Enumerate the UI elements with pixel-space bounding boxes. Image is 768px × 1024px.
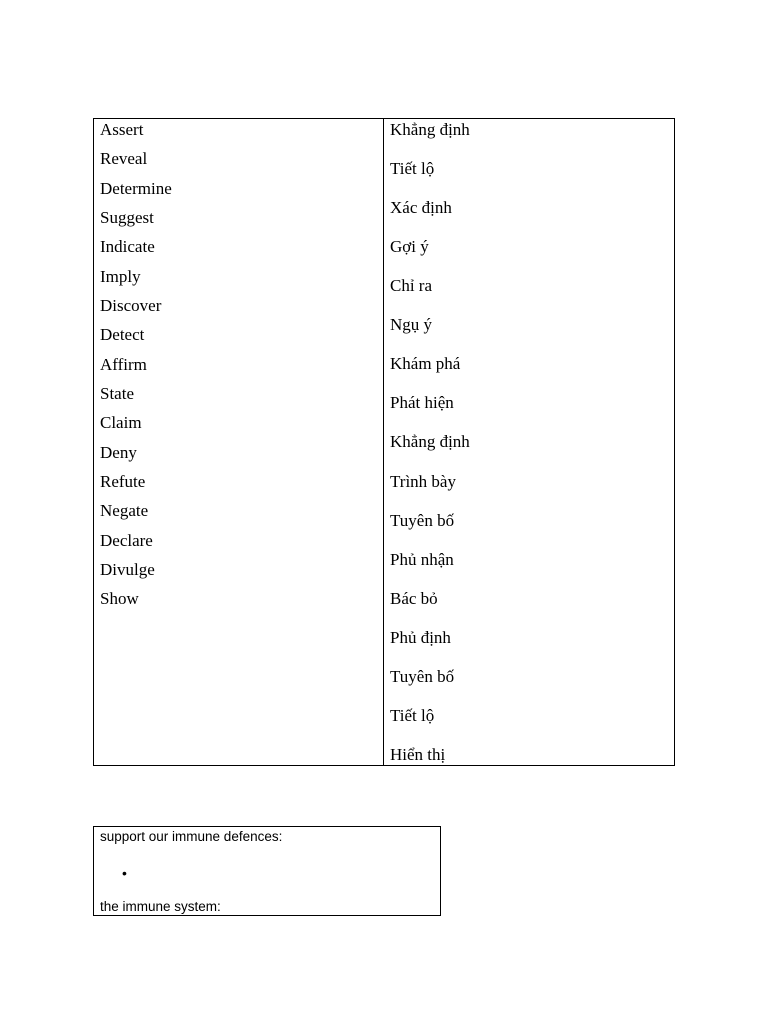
english-word: Negate xyxy=(100,501,149,520)
english-word: Show xyxy=(100,589,139,608)
english-word: Deny xyxy=(100,443,137,462)
vietnamese-word: Bác bỏ xyxy=(390,589,438,608)
vietnamese-word: Phát hiện xyxy=(390,393,454,412)
english-word: Divulge xyxy=(100,560,155,579)
vietnamese-word: Xác định xyxy=(390,198,452,217)
vietnamese-column xyxy=(384,119,674,765)
english-word: Indicate xyxy=(100,237,155,256)
vietnamese-word: Phủ định xyxy=(390,628,451,647)
vietnamese-word: Trình bày xyxy=(390,472,456,491)
vietnamese-word: Tiết lộ xyxy=(390,159,435,178)
vietnamese-word: Chỉ ra xyxy=(390,276,433,295)
english-word: Claim xyxy=(100,413,142,432)
vietnamese-word: Gợi ý xyxy=(390,237,429,256)
note-line: support our immune defences: xyxy=(100,829,283,844)
english-column xyxy=(94,119,384,765)
english-word: Assert xyxy=(100,120,144,139)
vocabulary-table xyxy=(93,118,675,766)
note-line: the immune system: xyxy=(100,899,221,914)
vietnamese-word: Tuyên bố xyxy=(390,667,455,686)
english-word: Refute xyxy=(100,472,146,491)
vietnamese-word: Tiết lộ xyxy=(390,706,435,725)
english-word: Affirm xyxy=(100,355,147,374)
english-word: Declare xyxy=(100,531,153,550)
vietnamese-word: Tuyên bố xyxy=(390,511,455,530)
vietnamese-word: Phủ nhận xyxy=(390,550,454,569)
vietnamese-word: Khám phá xyxy=(390,354,461,373)
english-word: Imply xyxy=(100,267,141,286)
english-word: Detect xyxy=(100,325,145,344)
vietnamese-word: Hiển thị xyxy=(390,745,446,764)
english-word: Suggest xyxy=(100,208,154,227)
vietnamese-word: Khẳng định xyxy=(390,120,470,139)
english-word: State xyxy=(100,384,134,403)
english-word: Reveal xyxy=(100,149,148,168)
english-word: Discover xyxy=(100,296,162,315)
english-word: Determine xyxy=(100,179,172,198)
bullet-point: • xyxy=(122,865,127,881)
vietnamese-word: Khẳng định xyxy=(390,432,470,451)
vietnamese-word: Ngụ ý xyxy=(390,315,433,334)
immune-note-box xyxy=(93,826,441,916)
